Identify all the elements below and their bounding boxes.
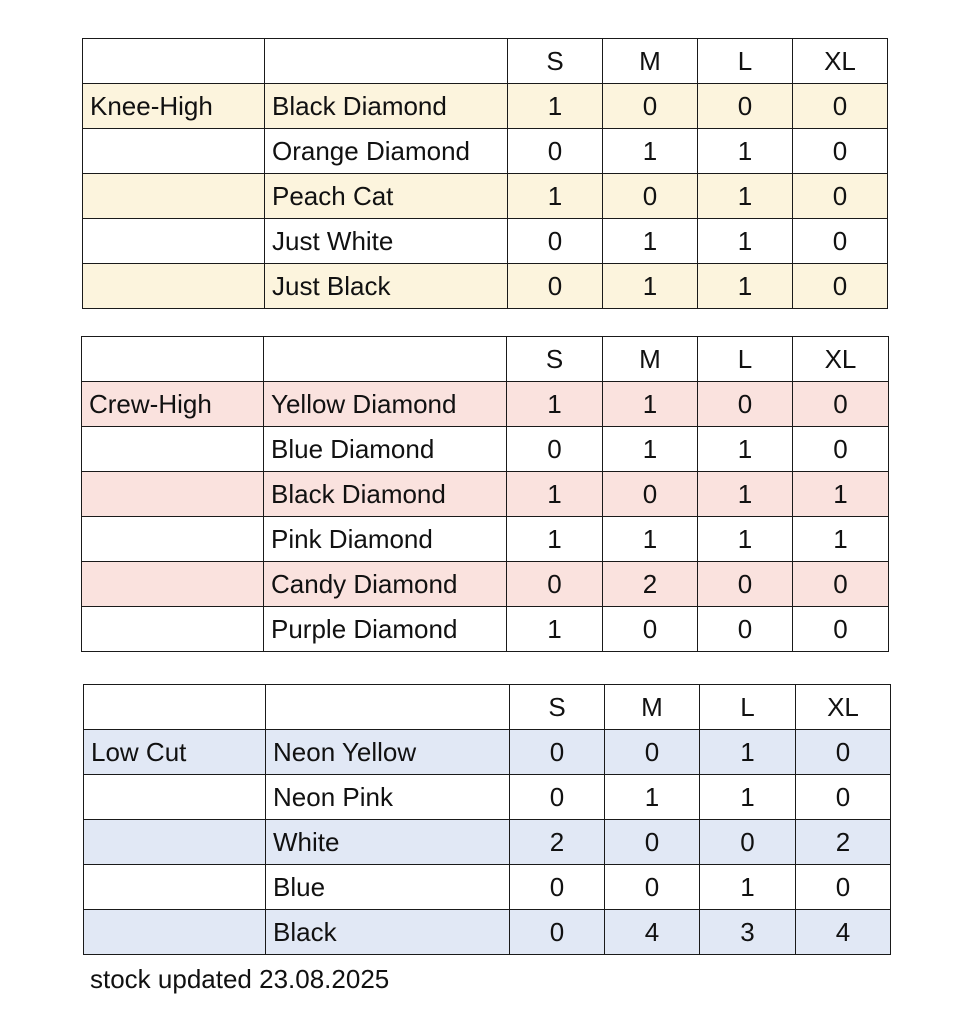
qty-m: 1 (603, 219, 698, 264)
qty-s: 0 (510, 910, 605, 955)
product-name: Just Black (265, 264, 508, 309)
qty-l: 1 (698, 427, 793, 472)
header-empty-cell (264, 337, 507, 382)
knee-high-stock-table (82, 38, 888, 309)
table-row (83, 174, 888, 219)
qty-l: 1 (698, 517, 793, 562)
qty-m: 1 (603, 517, 698, 562)
header-empty-cell (84, 685, 266, 730)
size-header-m: M (603, 337, 698, 382)
qty-xl: 0 (796, 865, 891, 910)
qty-s: 0 (508, 264, 603, 309)
qty-s: 0 (507, 427, 603, 472)
table-row (82, 472, 889, 517)
qty-s: 0 (508, 129, 603, 174)
size-header-m: M (605, 685, 700, 730)
qty-m: 0 (605, 820, 700, 865)
qty-l: 0 (698, 562, 793, 607)
size-header-xl: XL (793, 39, 888, 84)
qty-m: 2 (603, 562, 698, 607)
qty-s: 1 (507, 607, 603, 652)
qty-m: 1 (603, 382, 698, 427)
qty-m: 4 (605, 910, 700, 955)
category-empty-cell (82, 427, 264, 472)
stock-updated-note: stock updated 23.08.2025 (90, 964, 390, 994)
qty-xl: 0 (793, 219, 888, 264)
table-row (82, 562, 889, 607)
qty-l: 0 (698, 382, 793, 427)
qty-s: 1 (508, 174, 603, 219)
qty-m: 1 (605, 775, 700, 820)
product-name: Neon Pink (266, 775, 510, 820)
product-name: Blue (266, 865, 510, 910)
table-row (83, 84, 888, 129)
qty-xl: 0 (793, 129, 888, 174)
qty-l: 1 (698, 174, 793, 219)
category-label: Knee-High (83, 84, 265, 129)
qty-s: 0 (510, 865, 605, 910)
size-header-s: S (508, 39, 603, 84)
qty-xl: 0 (793, 427, 889, 472)
category-empty-cell (83, 174, 265, 219)
qty-xl: 0 (793, 174, 888, 219)
qty-l: 1 (698, 472, 793, 517)
header-empty-cell (266, 685, 510, 730)
category-empty-cell (84, 865, 266, 910)
qty-m: 0 (603, 607, 698, 652)
category-empty-cell (82, 607, 264, 652)
qty-s: 1 (507, 517, 603, 562)
qty-xl: 1 (793, 517, 889, 562)
table-row (83, 264, 888, 309)
qty-m: 0 (603, 84, 698, 129)
low-cut-stock-table (83, 684, 891, 955)
product-name: Neon Yellow (266, 730, 510, 775)
header-empty-cell (82, 337, 264, 382)
product-name: Black Diamond (265, 84, 508, 129)
table-row (82, 427, 889, 472)
header-row (82, 337, 889, 382)
product-name: Purple Diamond (264, 607, 507, 652)
table-row (84, 775, 891, 820)
table-row (82, 517, 889, 562)
category-empty-cell (84, 910, 266, 955)
header-row (83, 39, 888, 84)
qty-xl: 0 (793, 84, 888, 129)
table-row (83, 129, 888, 174)
qty-xl: 0 (796, 775, 891, 820)
product-name: Just White (265, 219, 508, 264)
qty-m: 0 (605, 730, 700, 775)
qty-xl: 0 (793, 607, 889, 652)
category-empty-cell (82, 562, 264, 607)
category-empty-cell (84, 820, 266, 865)
header-empty-cell (83, 39, 265, 84)
size-header-s: S (510, 685, 605, 730)
category-label: Crew-High (82, 382, 264, 427)
qty-m: 1 (603, 427, 698, 472)
crew-high-stock-table (81, 336, 889, 652)
category-empty-cell (83, 219, 265, 264)
qty-m: 0 (605, 865, 700, 910)
qty-m: 1 (603, 129, 698, 174)
category-empty-cell (83, 264, 265, 309)
qty-s: 1 (508, 84, 603, 129)
qty-l: 1 (698, 264, 793, 309)
product-name: Peach Cat (265, 174, 508, 219)
qty-l: 0 (698, 84, 793, 129)
qty-xl: 0 (793, 264, 888, 309)
product-name: Pink Diamond (264, 517, 507, 562)
qty-xl: 1 (793, 472, 889, 517)
category-empty-cell (83, 129, 265, 174)
product-name: Blue Diamond (264, 427, 507, 472)
category-empty-cell (82, 517, 264, 562)
product-name: Orange Diamond (265, 129, 508, 174)
qty-xl: 0 (796, 730, 891, 775)
category-label: Low Cut (84, 730, 266, 775)
qty-m: 0 (603, 472, 698, 517)
qty-l: 0 (700, 820, 796, 865)
qty-s: 2 (510, 820, 605, 865)
qty-m: 1 (603, 264, 698, 309)
qty-l: 0 (698, 607, 793, 652)
header-empty-cell (265, 39, 508, 84)
size-header-m: M (603, 39, 698, 84)
size-header-l: L (698, 39, 793, 84)
product-name: Black (266, 910, 510, 955)
category-empty-cell (84, 775, 266, 820)
product-name: Candy Diamond (264, 562, 507, 607)
product-name: White (266, 820, 510, 865)
qty-xl: 4 (796, 910, 891, 955)
qty-l: 1 (700, 865, 796, 910)
size-header-l: L (698, 337, 793, 382)
qty-s: 1 (507, 472, 603, 517)
qty-l: 1 (700, 730, 796, 775)
product-name: Yellow Diamond (264, 382, 507, 427)
size-header-s: S (507, 337, 603, 382)
product-name: Black Diamond (264, 472, 507, 517)
table-row (84, 865, 891, 910)
qty-xl: 0 (793, 382, 889, 427)
qty-xl: 0 (793, 562, 889, 607)
table-row (82, 382, 889, 427)
size-header-l: L (700, 685, 796, 730)
qty-l: 3 (700, 910, 796, 955)
table-row (84, 910, 891, 955)
table-row (82, 607, 889, 652)
category-empty-cell (82, 472, 264, 517)
qty-s: 0 (507, 562, 603, 607)
qty-s: 0 (510, 730, 605, 775)
qty-s: 1 (507, 382, 603, 427)
qty-m: 0 (603, 174, 698, 219)
header-row (84, 685, 891, 730)
qty-l: 1 (700, 775, 796, 820)
table-row (84, 820, 891, 865)
qty-l: 1 (698, 129, 793, 174)
table-row (83, 219, 888, 264)
qty-l: 1 (698, 219, 793, 264)
qty-s: 0 (508, 219, 603, 264)
qty-s: 0 (510, 775, 605, 820)
size-header-xl: XL (796, 685, 891, 730)
size-header-xl: XL (793, 337, 889, 382)
table-row (84, 730, 891, 775)
qty-xl: 2 (796, 820, 891, 865)
